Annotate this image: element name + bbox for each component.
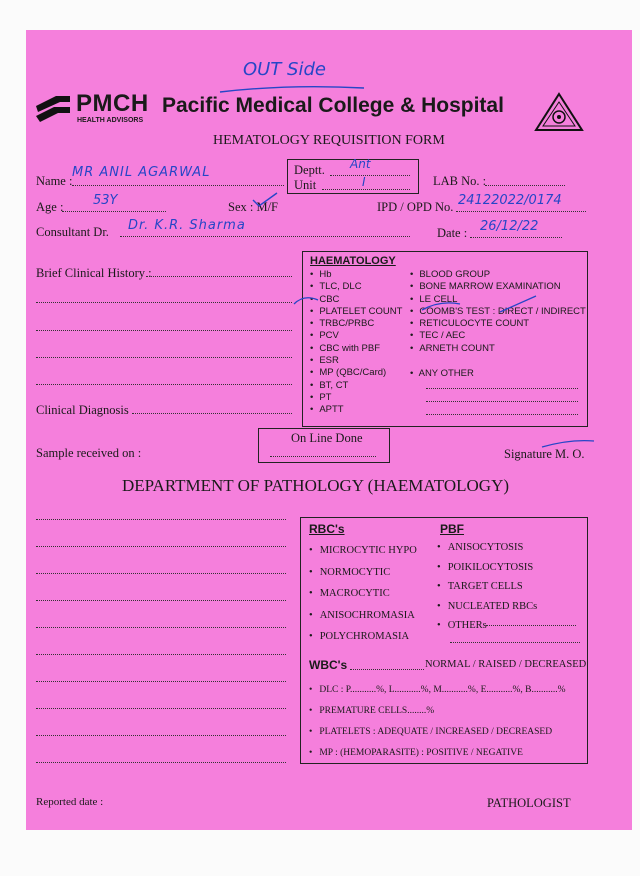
lab-no-field[interactable] [485, 185, 565, 186]
date-label: Date : [437, 226, 468, 240]
pbf-others-field[interactable] [486, 625, 576, 626]
logo-subtext: HEALTH ADVISORS [77, 117, 144, 124]
consultant-value: Dr. K.R. Sharma [128, 218, 246, 233]
test-cbc-pbf[interactable]: • CBC with PBF [310, 343, 402, 355]
date-field[interactable] [470, 237, 562, 238]
platelets-line[interactable]: • PLATELETS : ADEQUATE / INCREASED / DECREASED [309, 722, 566, 743]
ipd-opd-field[interactable] [456, 211, 586, 212]
report-line-10[interactable] [36, 762, 286, 763]
diagnosis-label: Clinical Diagnosis [36, 403, 129, 417]
pmch-logo-icon [34, 92, 72, 124]
test-bone-marrow[interactable]: • BONE MARROW EXAMINATION [410, 281, 586, 293]
history-line-4[interactable] [36, 357, 292, 358]
pbf-nucleated-rbcs[interactable]: • NUCLEATED RBCs [437, 597, 537, 617]
test-esr[interactable]: • ESR [310, 355, 402, 367]
mp-line[interactable]: • MP : (HEMOPARASITE) : POSITIVE / NEGATIVE [309, 743, 566, 764]
wbc-status[interactable]: NORMAL / RAISED / DECREASED [425, 659, 587, 670]
online-done-field[interactable] [270, 456, 376, 457]
test-selection-marks [290, 290, 550, 320]
pbf-others[interactable]: • OTHERs [437, 616, 537, 636]
test-blood-group[interactable]: • BLOOD GROUP [410, 269, 586, 281]
hospital-name: Pacific Medical College & Hospital [162, 94, 504, 117]
unit-value: I [362, 175, 366, 189]
rbc-macrocytic[interactable]: • MACROCYTIC [309, 583, 417, 605]
test-coombs[interactable]: • COOMB'S TEST : DIRECT / INDIRECT [410, 306, 586, 318]
report-line-5[interactable] [36, 627, 286, 628]
haematology-title: HAEMATOLOGY [310, 255, 396, 267]
report-line-1[interactable] [36, 519, 286, 520]
reported-date-label: Reported date : [36, 796, 104, 808]
test-platelet-count[interactable]: • PLATELET COUNT [310, 306, 402, 318]
consultant-field[interactable] [120, 236, 410, 237]
pbf-anisocytosis[interactable]: • ANISOCYTOSIS [437, 538, 537, 558]
signature-label: Signature M. O. [504, 447, 585, 461]
report-line-9[interactable] [36, 735, 286, 736]
rbc-title: RBC's [309, 522, 345, 536]
dlc-line[interactable]: • DLC : P...........%, L...........%, M...........%, E...........%, B...........% [309, 680, 566, 701]
pbf-target-cells[interactable]: • TARGET CELLS [437, 577, 537, 597]
wbc-field[interactable] [350, 669, 424, 670]
age-value: 53Y [93, 193, 118, 208]
history-line-2[interactable] [36, 302, 292, 303]
consultant-label: Consultant Dr. [36, 225, 109, 239]
wbc-title: WBC's [309, 658, 348, 672]
name-field[interactable] [72, 185, 284, 186]
deptt-label: Deptt. [294, 163, 325, 177]
pathology-title: DEPARTMENT OF PATHOLOGY (HAEMATOLOGY) [122, 476, 510, 495]
history-line-3[interactable] [36, 330, 292, 331]
name-label: Name : [36, 174, 73, 188]
test-mp[interactable]: • MP (QBC/Card) [310, 367, 402, 379]
deptt-value: Ant [350, 157, 371, 171]
premature-cells-line[interactable]: • PREMATURE CELLS........% [309, 701, 566, 722]
history-line-1[interactable] [146, 276, 292, 277]
test-bt-ct[interactable]: • BT, CT [310, 380, 402, 392]
report-line-7[interactable] [36, 681, 286, 682]
report-line-4[interactable] [36, 600, 286, 601]
sex-label: Sex : M/F [228, 200, 279, 214]
pbf-list [437, 538, 537, 636]
ipd-opd-value: 24122022/0174 [458, 193, 562, 208]
rbc-polychromasia[interactable]: • POLYCHROMASIA [309, 626, 417, 648]
test-hb[interactable]: • Hb [310, 269, 402, 281]
online-done-label: On Line Done [291, 431, 363, 445]
pbf-others-line[interactable] [450, 642, 580, 643]
test-tec-aec[interactable]: • TEC / AEC [410, 330, 586, 342]
unit-label: Unit [294, 178, 317, 192]
wbc-details-list [309, 680, 566, 764]
test-arneth[interactable]: • ARNETH COUNT [410, 343, 586, 355]
test-aptt[interactable]: • APTT [310, 404, 402, 416]
sex-checkmark [250, 191, 280, 209]
test-tlc-dlc[interactable]: • TLC, DLC [310, 281, 402, 293]
pathologist-label: PATHOLOGIST [487, 796, 571, 810]
rbc-list [309, 540, 417, 648]
outside-annotation: OUT Side [243, 59, 326, 80]
other-line-3[interactable] [426, 414, 578, 415]
age-field[interactable] [62, 211, 166, 212]
test-cbc[interactable]: • CBC [310, 294, 402, 306]
accreditation-seal-icon [533, 91, 585, 133]
test-le-cell[interactable]: • LE CELL [410, 294, 586, 306]
test-pcv[interactable]: • PCV [310, 330, 402, 342]
age-label: Age : [36, 200, 64, 214]
other-line-1[interactable] [426, 388, 578, 389]
report-line-6[interactable] [36, 654, 286, 655]
rbc-microcytic[interactable]: • MICROCYTIC HYPO [309, 540, 417, 562]
signature-mark [540, 437, 596, 451]
history-line-5[interactable] [36, 384, 292, 385]
logo-text: PMCH [76, 90, 149, 117]
pbf-title: PBF [440, 522, 464, 536]
lab-no-label: LAB No. : [433, 174, 487, 188]
unit-field[interactable] [322, 189, 410, 190]
test-reticulocyte[interactable]: • RETICULOCYTE COUNT [410, 318, 586, 330]
other-line-2[interactable] [426, 401, 578, 402]
rbc-anisochromasia[interactable]: • ANISOCHROMASIA [309, 605, 417, 627]
report-line-8[interactable] [36, 708, 286, 709]
ipd-opd-label: IPD / OPD No. [377, 200, 454, 214]
test-any-other[interactable]: • ANY OTHER [410, 368, 474, 379]
deptt-field[interactable] [330, 175, 410, 176]
report-line-2[interactable] [36, 546, 286, 547]
rbc-normocytic[interactable]: • NORMOCYTIC [309, 562, 417, 584]
test-trbc-prbc[interactable]: • TRBC/PRBC [310, 318, 402, 330]
test-pt[interactable]: • PT [310, 392, 402, 404]
report-line-3[interactable] [36, 573, 286, 574]
date-value: 26/12/22 [480, 219, 539, 234]
diagnosis-field[interactable] [132, 413, 292, 414]
form-title: HEMATOLOGY REQUISITION FORM [213, 133, 445, 148]
history-label: Brief Clinical History : [36, 266, 152, 280]
pbf-poikilocytosis[interactable]: • POIKILOCYTOSIS [437, 558, 537, 578]
any-other-label: ANY OTHER [418, 368, 474, 379]
patient-name: MR ANIL AGARWAL [72, 165, 211, 180]
sample-received-label: Sample received on : [36, 446, 142, 460]
